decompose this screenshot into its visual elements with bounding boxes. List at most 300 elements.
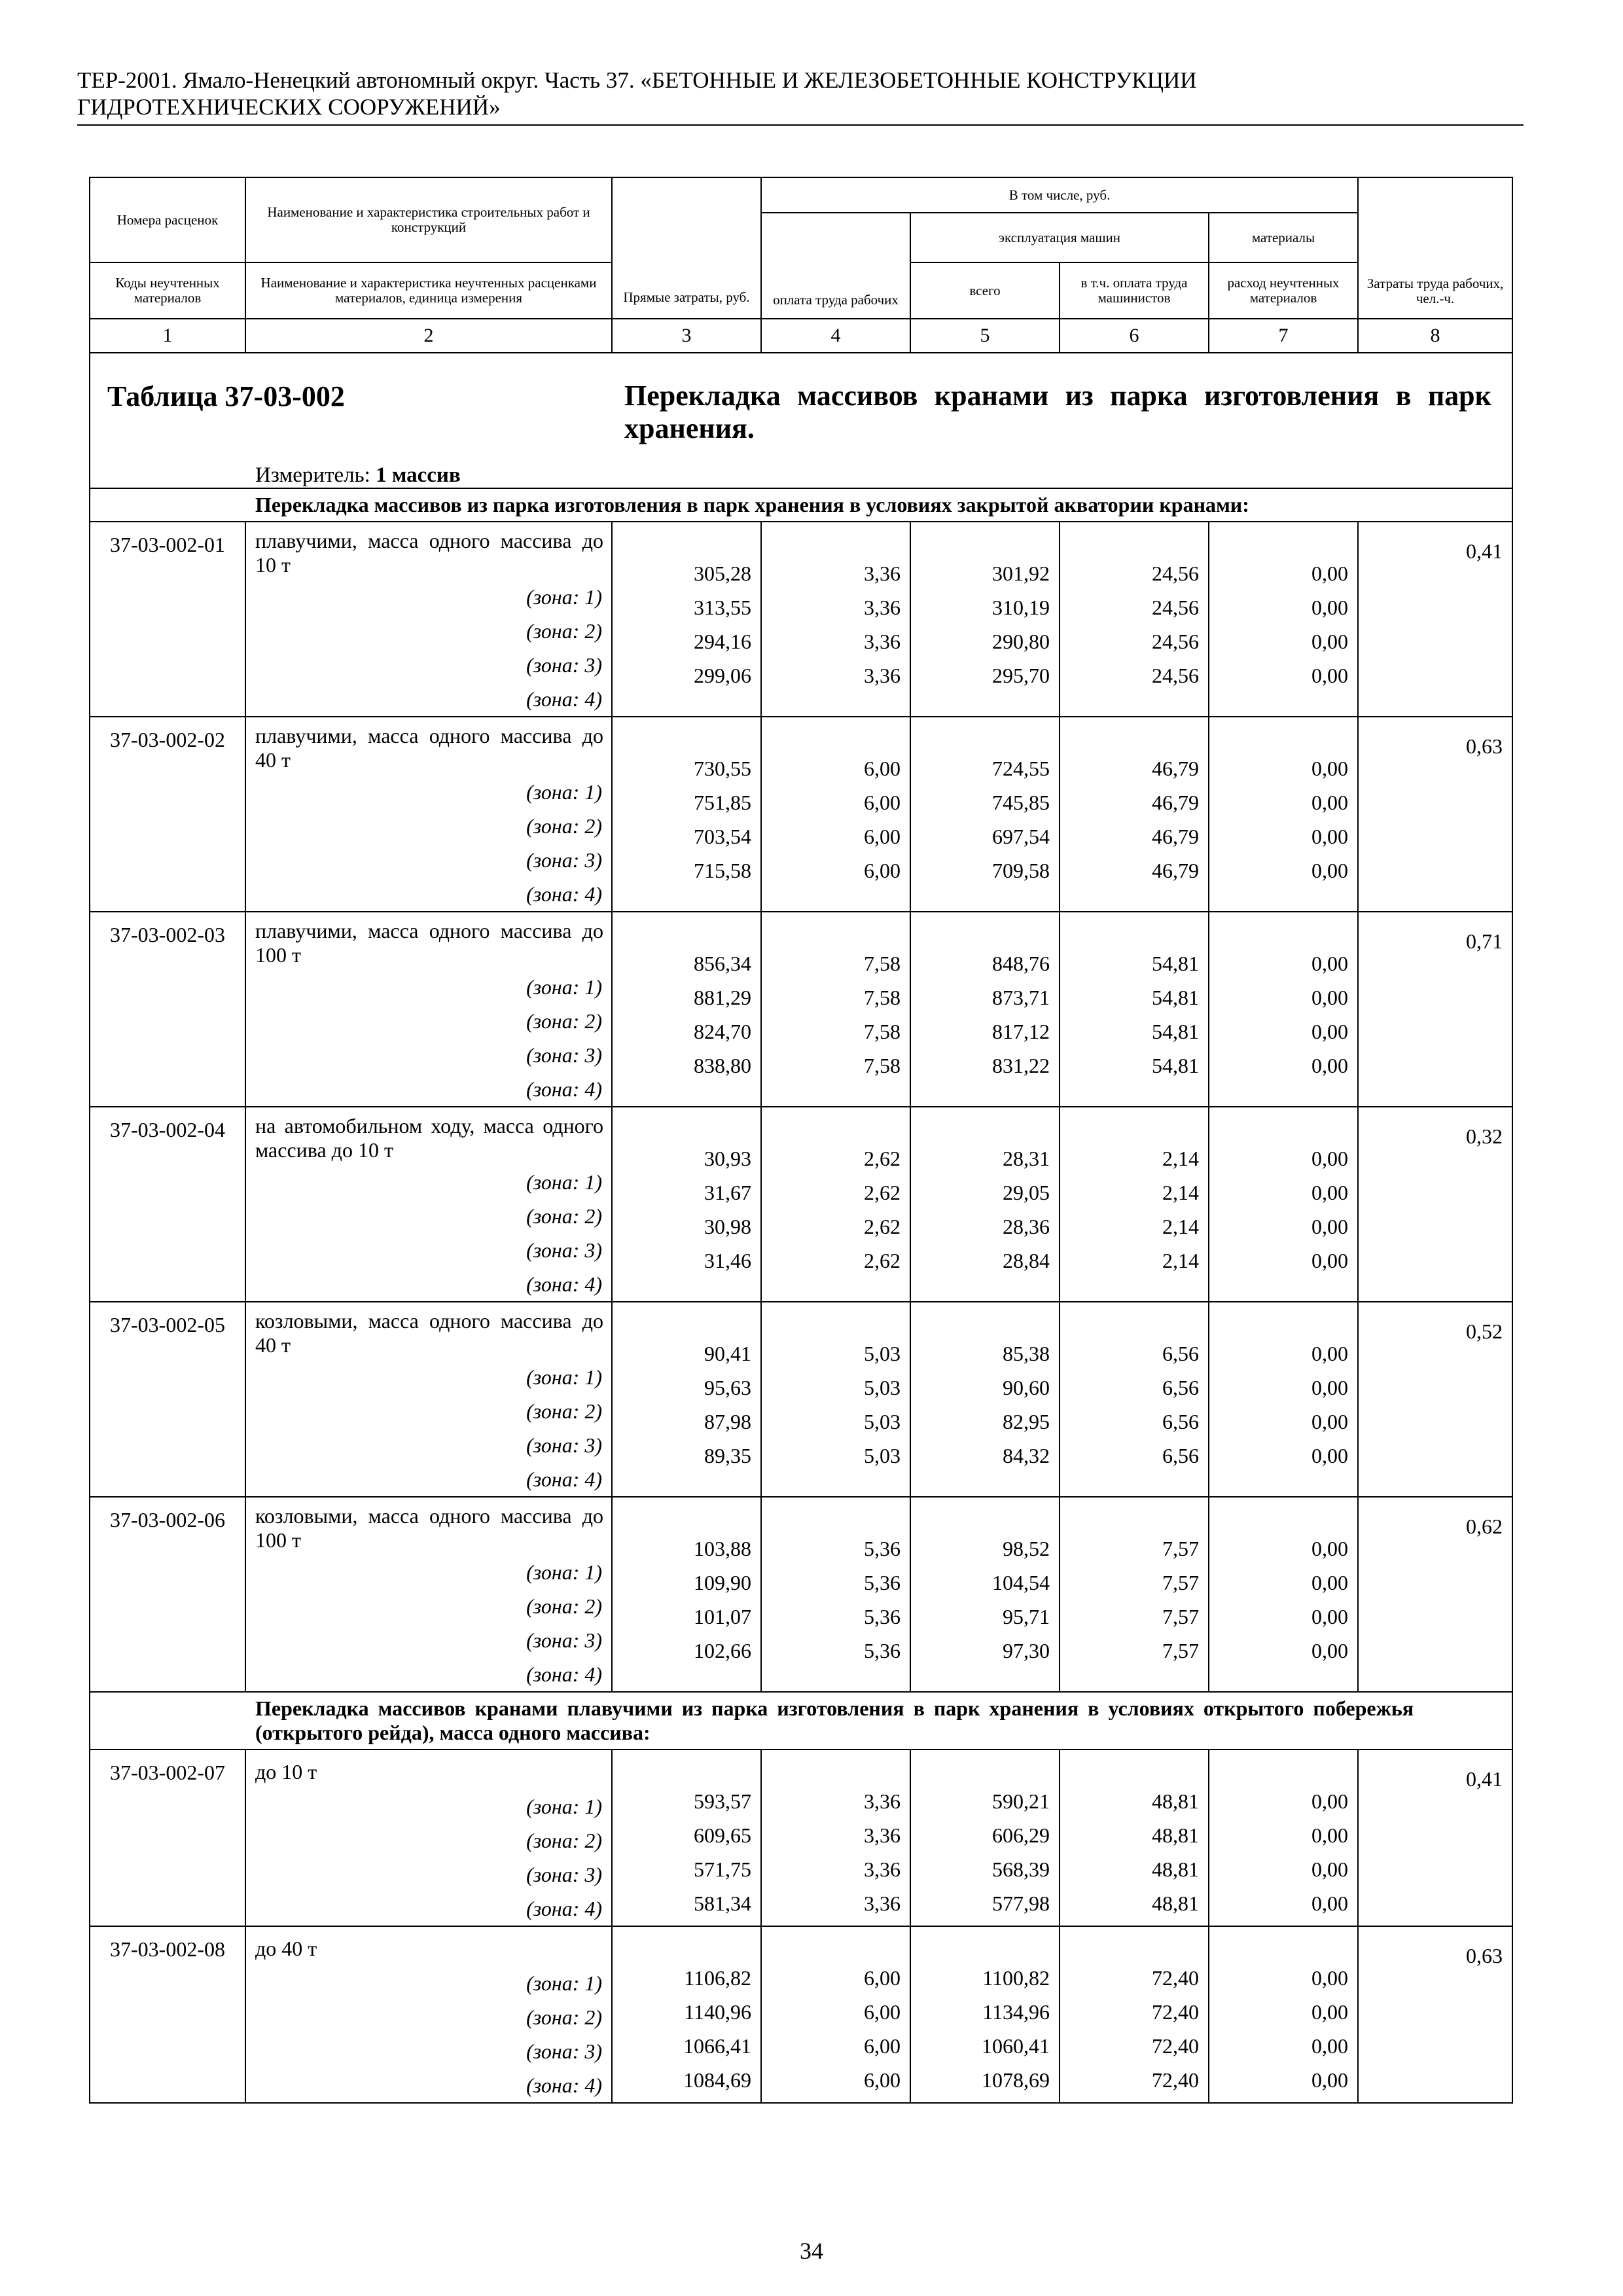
value-column — [612, 1107, 761, 1302]
rate-description — [245, 717, 612, 912]
col-number: 1 — [90, 319, 245, 353]
labor-cost: 0,71 — [1358, 912, 1512, 1107]
value-column — [910, 522, 1060, 717]
rate-code: 37-03-002-07 — [90, 1749, 245, 1926]
zone-value: 6,56 — [1162, 1376, 1199, 1399]
zone-value: 101,07 — [694, 1605, 751, 1628]
value-column — [612, 1926, 761, 2103]
zone-value: 98,52 — [1003, 1537, 1050, 1560]
zone-value: 0,00 — [1311, 791, 1349, 814]
rate-label: на автомобильном ходу, масса одного массива до 10 т — [255, 1114, 603, 1162]
rate-block — [90, 1926, 1512, 2103]
col-number: 5 — [910, 319, 1060, 353]
zone-value: 609,65 — [694, 1823, 751, 1847]
zone-value: 29,05 — [1003, 1181, 1050, 1204]
zone-value: 0,00 — [1311, 562, 1349, 585]
zone-value: 72,40 — [1152, 2000, 1199, 2024]
value-column — [761, 522, 910, 717]
zone-value: 2,62 — [864, 1249, 901, 1272]
zone-value: 0,00 — [1311, 1966, 1349, 1990]
zone-value: 3,36 — [864, 596, 901, 619]
value-column — [1060, 522, 1209, 717]
zone-label: (зона: 3) — [526, 1863, 602, 1886]
col-header-materials-unaccounted: расход неучтенных материалов — [1209, 262, 1358, 319]
zone-value: 97,30 — [1003, 1639, 1050, 1662]
section-heading: Перекладка массивов из парка изготовления в парк хранения в условиях закрытой акватории кранами: — [90, 488, 1512, 522]
zone-value: 6,00 — [864, 757, 901, 780]
zone-label: (зона: 4) — [526, 1897, 602, 1920]
rate-label: козловыми, масса одного массива до 40 т — [255, 1309, 603, 1357]
zone-label: (зона: 4) — [526, 2073, 602, 2097]
zone-value: 305,28 — [694, 562, 751, 585]
col-header-codes-top: Номера расценок — [90, 177, 245, 262]
value-column — [612, 1302, 761, 1497]
zone-value: 0,00 — [1311, 952, 1349, 975]
zone-label: (зона: 3) — [526, 653, 602, 677]
col-header-labor-pay: оплата труда рабочих — [761, 213, 910, 319]
value-column — [1209, 912, 1358, 1107]
zone-value: 831,22 — [992, 1054, 1050, 1077]
zone-value: 0,00 — [1311, 1054, 1349, 1077]
meter-label: Измеритель: — [255, 463, 370, 487]
rate-block — [90, 1749, 1512, 1926]
zone-value: 751,85 — [694, 791, 751, 814]
zone-value: 3,36 — [864, 1823, 901, 1847]
value-column — [1209, 1926, 1358, 2103]
zone-value: 6,00 — [864, 2068, 901, 2092]
zone-label: (зона: 1) — [526, 1365, 602, 1389]
zone-value: 95,71 — [1003, 1605, 1050, 1628]
col-header-direct-cost: Прямые затраты, руб. — [612, 177, 761, 319]
value-column — [612, 717, 761, 912]
zone-value: 54,81 — [1152, 986, 1199, 1009]
zone-label: (зона: 2) — [526, 1009, 602, 1033]
value-column — [761, 1749, 910, 1926]
zone-value: 3,36 — [864, 630, 901, 653]
zone-value: 90,60 — [1003, 1376, 1050, 1399]
labor-cost: 0,63 — [1358, 717, 1512, 912]
zone-value: 3,36 — [864, 664, 901, 687]
zone-value: 0,00 — [1311, 986, 1349, 1009]
zone-value: 0,00 — [1311, 1249, 1349, 1272]
zone-value: 1078,69 — [982, 2068, 1050, 2092]
table-title: Перекладка массивов кранами из парка изготовления в парк хранения. — [624, 380, 1491, 444]
zone-value: 7,57 — [1162, 1605, 1199, 1628]
zone-value: 5,03 — [864, 1342, 901, 1365]
zone-value: 2,62 — [864, 1181, 901, 1204]
running-header — [77, 67, 1524, 120]
zone-value: 1106,82 — [684, 1966, 751, 1990]
rate-description — [245, 1107, 612, 1302]
header-line-2: ГИДРОТЕХНИЧЕСКИХ СООРУЖЕНИЙ» — [77, 94, 501, 120]
value-column — [910, 1749, 1060, 1926]
zone-value: 0,00 — [1311, 757, 1349, 780]
value-column — [1060, 1749, 1209, 1926]
zone-value: 72,40 — [1152, 2034, 1199, 2058]
zone-value: 0,00 — [1311, 825, 1349, 848]
zone-value: 817,12 — [992, 1020, 1050, 1043]
zone-value: 0,00 — [1311, 859, 1349, 882]
col-number: 6 — [1060, 319, 1209, 353]
zone-value: 0,00 — [1311, 1789, 1349, 1813]
zone-value: 848,76 — [992, 952, 1050, 975]
zone-value: 0,00 — [1311, 1147, 1349, 1170]
zone-label: (зона: 4) — [526, 1272, 602, 1296]
zone-value: 5,03 — [864, 1410, 901, 1433]
zone-label: (зона: 3) — [526, 1628, 602, 1652]
zone-value: 24,56 — [1152, 596, 1199, 619]
zone-value: 103,88 — [694, 1537, 751, 1560]
zone-value: 3,36 — [864, 1857, 901, 1881]
rate-description — [245, 1497, 612, 1692]
header-line-1: ТЕР-2001. Ямало-Ненецкий автономный округ. Часть 37. «БЕТОННЫЕ И ЖЕЛЕЗОБЕТОННЫЕ КОНСТРУКЦИИ — [77, 67, 1197, 93]
rate-label: плавучими, масса одного массива до 10 т — [255, 529, 603, 577]
col-number: 2 — [245, 319, 612, 353]
zone-value: 577,98 — [992, 1892, 1050, 1915]
zone-value: 730,55 — [694, 757, 751, 780]
zone-value: 28,36 — [1003, 1215, 1050, 1238]
zone-value: 89,35 — [704, 1444, 751, 1467]
zone-value: 5,36 — [864, 1571, 901, 1594]
zone-value: 5,03 — [864, 1376, 901, 1399]
rate-block — [90, 1107, 1512, 1302]
value-column — [761, 1926, 910, 2103]
zone-value: 2,14 — [1162, 1181, 1199, 1204]
col-header-codes-bottom: Коды неучтенных материалов — [90, 262, 245, 319]
rate-label: до 40 т — [255, 1937, 317, 1960]
zone-value: 24,56 — [1152, 562, 1199, 585]
zone-label: (зона: 3) — [526, 1238, 602, 1262]
zone-value: 46,79 — [1152, 791, 1199, 814]
rate-code: 37-03-002-08 — [90, 1926, 245, 2103]
zone-value: 31,46 — [704, 1249, 751, 1272]
zone-label: (зона: 3) — [526, 848, 602, 872]
rate-block — [90, 522, 1512, 717]
rate-description — [245, 1302, 612, 1497]
zone-value: 48,81 — [1152, 1823, 1199, 1847]
zone-label: (зона: 2) — [526, 1204, 602, 1228]
zone-value: 7,57 — [1162, 1639, 1199, 1662]
zone-value: 7,57 — [1162, 1571, 1199, 1594]
zone-value: 6,56 — [1162, 1444, 1199, 1467]
zone-value: 0,00 — [1311, 1181, 1349, 1204]
zone-value: 6,00 — [864, 791, 901, 814]
zone-value: 87,98 — [704, 1410, 751, 1433]
zone-value: 104,54 — [992, 1571, 1050, 1594]
zone-label: (зона: 1) — [526, 1560, 602, 1584]
rate-label: плавучими, масса одного массива до 40 т — [255, 724, 603, 772]
rates-table — [89, 177, 1513, 2104]
zone-value: 5,36 — [864, 1605, 901, 1628]
header-rule — [77, 124, 1524, 126]
zone-value: 48,81 — [1152, 1892, 1199, 1915]
zone-value: 6,00 — [864, 2000, 901, 2024]
value-column — [910, 1497, 1060, 1692]
zone-value: 0,00 — [1311, 1376, 1349, 1399]
zone-value: 568,39 — [992, 1857, 1050, 1881]
value-column — [910, 717, 1060, 912]
zone-value: 46,79 — [1152, 825, 1199, 848]
zone-value: 1084,69 — [683, 2068, 751, 2092]
value-column — [1060, 1497, 1209, 1692]
labor-cost: 0,41 — [1358, 1749, 1512, 1926]
zone-value: 0,00 — [1311, 1020, 1349, 1043]
rate-code: 37-03-002-02 — [90, 717, 245, 912]
zone-value: 24,56 — [1152, 630, 1199, 653]
zone-value: 724,55 — [992, 757, 1050, 780]
zone-value: 294,16 — [694, 630, 751, 653]
col-header-name-bottom: Наименование и характеристика неучтенных расценками материалов, единица измерения — [245, 262, 612, 319]
zone-value: 697,54 — [992, 825, 1050, 848]
zone-value: 72,40 — [1152, 2068, 1199, 2092]
rate-description — [245, 1926, 612, 2103]
zone-value: 1140,96 — [684, 2000, 751, 2024]
zone-value: 313,55 — [694, 596, 751, 619]
zone-label: (зона: 3) — [526, 1043, 602, 1067]
zone-label: (зона: 3) — [526, 1433, 602, 1457]
rate-block — [90, 1302, 1512, 1497]
rate-description — [245, 1749, 612, 1926]
zone-label: (зона: 1) — [526, 1170, 602, 1194]
zone-value: 7,58 — [864, 1054, 901, 1077]
zone-value: 290,80 — [992, 630, 1050, 653]
rate-code: 37-03-002-01 — [90, 522, 245, 717]
zone-value: 703,54 — [694, 825, 751, 848]
zone-value: 709,58 — [992, 859, 1050, 882]
zone-value: 0,00 — [1311, 1537, 1349, 1560]
zone-value: 0,00 — [1311, 1857, 1349, 1881]
zone-value: 5,03 — [864, 1444, 901, 1467]
zone-value: 2,62 — [864, 1215, 901, 1238]
rate-code: 37-03-002-03 — [90, 912, 245, 1107]
zone-value: 299,06 — [694, 664, 751, 687]
col-header-materials: материалы — [1209, 213, 1358, 262]
zone-label: (зона: 4) — [526, 687, 602, 711]
rate-code: 37-03-002-04 — [90, 1107, 245, 1302]
col-number: 3 — [612, 319, 761, 353]
zone-value: 0,00 — [1311, 1342, 1349, 1365]
zone-value: 30,98 — [704, 1215, 751, 1238]
zone-value: 571,75 — [694, 1857, 751, 1881]
zone-value: 48,81 — [1152, 1857, 1199, 1881]
value-column — [761, 717, 910, 912]
rate-description — [245, 522, 612, 717]
zone-label: (зона: 1) — [526, 780, 602, 804]
value-column — [910, 1926, 1060, 2103]
value-column — [1209, 1497, 1358, 1692]
zone-value: 1066,41 — [683, 2034, 751, 2058]
col-number: 7 — [1209, 319, 1358, 353]
zone-value: 31,67 — [704, 1181, 751, 1204]
zone-value: 0,00 — [1311, 1605, 1349, 1628]
zone-label: (зона: 2) — [526, 1594, 602, 1618]
zone-value: 5,36 — [864, 1537, 901, 1560]
rate-block — [90, 912, 1512, 1107]
zone-value: 0,00 — [1311, 596, 1349, 619]
zone-label: (зона: 1) — [526, 975, 602, 999]
zone-label: (зона: 2) — [526, 1399, 602, 1423]
zone-value: 72,40 — [1152, 1966, 1199, 1990]
col-header-machine-pay: в т.ч. оплата труда машинистов — [1060, 262, 1209, 319]
value-column — [910, 1107, 1060, 1302]
zone-value: 90,41 — [704, 1342, 751, 1365]
zone-value: 606,29 — [992, 1823, 1050, 1847]
value-column — [910, 1302, 1060, 1497]
zone-label: (зона: 2) — [526, 1829, 602, 1852]
zone-value: 0,00 — [1311, 630, 1349, 653]
zone-value: 84,32 — [1003, 1444, 1050, 1467]
value-column — [1060, 1926, 1209, 2103]
col-header-machine-total: всего — [910, 262, 1060, 319]
zone-value: 2,14 — [1162, 1147, 1199, 1170]
rate-block — [90, 717, 1512, 912]
zone-value: 85,38 — [1003, 1342, 1050, 1365]
zone-value: 7,57 — [1162, 1537, 1199, 1560]
col-number: 8 — [1358, 319, 1512, 353]
rate-label: плавучими, масса одного массива до 100 т — [255, 919, 603, 967]
zone-value: 109,90 — [694, 1571, 751, 1594]
zone-value: 2,14 — [1162, 1215, 1199, 1238]
zone-value: 5,36 — [864, 1639, 901, 1662]
zone-value: 824,70 — [694, 1020, 751, 1043]
value-column — [761, 1497, 910, 1692]
zone-value: 1060,41 — [982, 2034, 1050, 2058]
zone-value: 30,93 — [704, 1147, 751, 1170]
value-column — [761, 1302, 910, 1497]
table-meter — [255, 463, 461, 488]
table-title-block — [90, 353, 1512, 488]
zone-label: (зона: 4) — [526, 882, 602, 906]
value-column — [1060, 717, 1209, 912]
zone-value: 2,62 — [864, 1147, 901, 1170]
zone-value: 82,95 — [1003, 1410, 1050, 1433]
zone-value: 0,00 — [1311, 2034, 1349, 2058]
value-column — [1060, 1107, 1209, 1302]
zone-value: 301,92 — [992, 562, 1050, 585]
zone-value: 3,36 — [864, 562, 901, 585]
labor-cost: 0,41 — [1358, 522, 1512, 717]
value-column — [612, 1749, 761, 1926]
value-column — [612, 912, 761, 1107]
col-header-in-total: В том числе, руб. — [761, 177, 1358, 213]
zone-value: 54,81 — [1152, 1054, 1199, 1077]
rate-label: до 10 т — [255, 1760, 317, 1784]
zone-value: 46,79 — [1152, 757, 1199, 780]
zone-value: 6,00 — [864, 2034, 901, 2058]
zone-value: 102,66 — [694, 1639, 751, 1662]
zone-value: 838,80 — [694, 1054, 751, 1077]
zone-label: (зона: 2) — [526, 619, 602, 643]
zone-value: 745,85 — [992, 791, 1050, 814]
zone-label: (зона: 1) — [526, 1795, 602, 1818]
zone-value: 0,00 — [1311, 2000, 1349, 2024]
rate-block — [90, 1497, 1512, 1692]
zone-label: (зона: 3) — [526, 2039, 602, 2063]
zone-value: 6,00 — [864, 825, 901, 848]
zone-value: 856,34 — [694, 952, 751, 975]
value-column — [761, 912, 910, 1107]
value-column — [1060, 912, 1209, 1107]
rate-code: 37-03-002-06 — [90, 1497, 245, 1692]
rate-label: козловыми, масса одного массива до 100 т — [255, 1504, 603, 1552]
zone-value: 48,81 — [1152, 1789, 1199, 1813]
zone-value: 7,58 — [864, 1020, 901, 1043]
page-number: 34 — [800, 2238, 823, 2264]
zone-value: 873,71 — [992, 986, 1050, 1009]
zone-label: (зона: 4) — [526, 1467, 602, 1491]
meter-value: 1 массив — [376, 463, 461, 487]
col-header-name-top: Наименование и характеристика строительных работ и конструкций — [245, 177, 612, 262]
zone-value: 6,56 — [1162, 1410, 1199, 1433]
zone-value: 28,31 — [1003, 1147, 1050, 1170]
value-column — [612, 1497, 761, 1692]
zone-label: (зона: 1) — [526, 585, 602, 609]
zone-value: 54,81 — [1152, 1020, 1199, 1043]
zone-value: 2,14 — [1162, 1249, 1199, 1272]
zone-label: (зона: 2) — [526, 2005, 602, 2029]
col-number: 4 — [761, 319, 910, 353]
zone-label: (зона: 1) — [526, 1971, 602, 1995]
value-column — [612, 522, 761, 717]
value-column — [761, 1107, 910, 1302]
value-column — [1209, 522, 1358, 717]
table-label: Таблица 37-03-002 — [107, 380, 345, 412]
zone-value: 6,00 — [864, 859, 901, 882]
zone-value: 593,57 — [694, 1789, 751, 1813]
zone-value: 0,00 — [1311, 2068, 1349, 2092]
value-column — [1209, 1302, 1358, 1497]
zone-value: 0,00 — [1311, 1823, 1349, 1847]
value-column — [1209, 717, 1358, 912]
zone-value: 0,00 — [1311, 1410, 1349, 1433]
zone-value: 581,34 — [694, 1892, 751, 1915]
zone-value: 6,56 — [1162, 1342, 1199, 1365]
col-header-labor-cost: Затраты труда рабочих, чел.-ч. — [1358, 177, 1512, 319]
zone-value: 7,58 — [864, 986, 901, 1009]
value-column — [1060, 1302, 1209, 1497]
zone-value: 0,00 — [1311, 1639, 1349, 1662]
labor-cost: 0,32 — [1358, 1107, 1512, 1302]
labor-cost: 0,52 — [1358, 1302, 1512, 1497]
zone-value: 0,00 — [1311, 1892, 1349, 1915]
zone-value: 1100,82 — [982, 1966, 1050, 1990]
zone-label: (зона: 4) — [526, 1077, 602, 1101]
value-column — [1209, 1107, 1358, 1302]
zone-value: 54,81 — [1152, 952, 1199, 975]
col-header-machine-op: эксплуатация машин — [910, 213, 1209, 262]
zone-value: 46,79 — [1152, 859, 1199, 882]
zone-value: 95,63 — [704, 1376, 751, 1399]
labor-cost: 0,63 — [1358, 1926, 1512, 2103]
rate-code: 37-03-002-05 — [90, 1302, 245, 1497]
zone-value: 7,58 — [864, 952, 901, 975]
zone-value: 0,00 — [1311, 1215, 1349, 1238]
zone-value: 3,36 — [864, 1892, 901, 1915]
zone-value: 0,00 — [1311, 1571, 1349, 1594]
zone-value: 0,00 — [1311, 1444, 1349, 1467]
value-column — [910, 912, 1060, 1107]
zone-value: 310,19 — [992, 596, 1050, 619]
section-heading: Перекладка массивов кранами плавучими из парка изготовления в парк хранения в условиях открытого побережья (открытого рейда), масса одного массива: — [90, 1692, 1512, 1749]
zone-value: 1134,96 — [982, 2000, 1050, 2024]
zone-value: 881,29 — [694, 986, 751, 1009]
zone-value: 590,21 — [992, 1789, 1050, 1813]
zone-value: 715,58 — [694, 859, 751, 882]
zone-value: 28,84 — [1003, 1249, 1050, 1272]
rate-description — [245, 912, 612, 1107]
zone-value: 24,56 — [1152, 664, 1199, 687]
zone-value: 0,00 — [1311, 664, 1349, 687]
